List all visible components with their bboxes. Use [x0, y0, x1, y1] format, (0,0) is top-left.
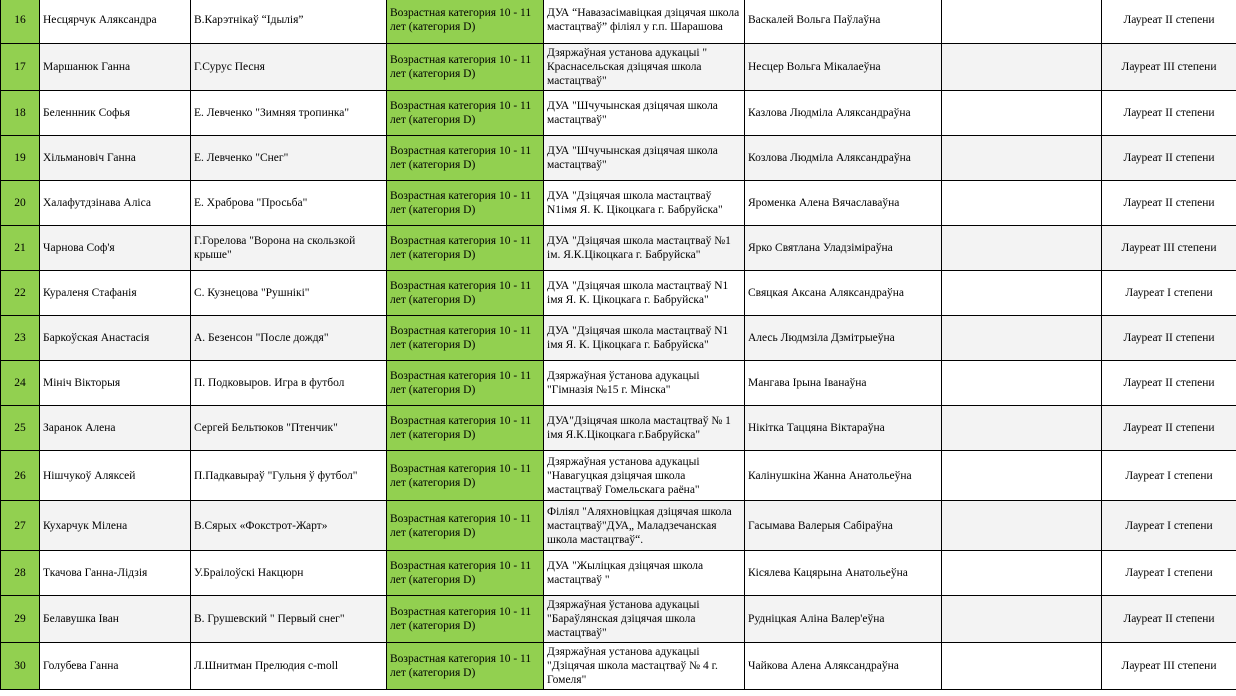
piece-title: Г.Горелова "Ворона на скользкой крыше"	[191, 226, 387, 271]
teacher-name: Гасымава Валерыя Сабіраўна	[745, 501, 942, 551]
empty-cell	[942, 551, 1102, 596]
teacher-name: Нікітка Таццяна Віктараўна	[745, 406, 942, 451]
age-category: Возрастная категория 10 - 11 лет (категория D)	[387, 181, 544, 226]
teacher-name: Свяцкая Аксана Аляксандраўна	[745, 271, 942, 316]
empty-cell	[942, 501, 1102, 551]
piece-title: Сергей Бельтюков "Птенчик"	[191, 406, 387, 451]
piece-title: П. Подковыров. Игра в футбол	[191, 361, 387, 406]
table-row	[1, 596, 1236, 643]
piece-title: В.Карэтнікаў “Ідылія”	[191, 0, 387, 44]
participant-name: Беленнник Софья	[40, 91, 191, 136]
piece-title: Е. Левченко "Снег"	[191, 136, 387, 181]
table-row	[1, 643, 1236, 690]
empty-cell	[942, 91, 1102, 136]
empty-cell	[942, 136, 1102, 181]
table-row	[1, 551, 1236, 596]
piece-title: П.Падкавыраў "Гульня ў футбол"	[191, 451, 387, 501]
award-level: Лауреат II степени	[1102, 136, 1236, 181]
table-row	[1, 181, 1236, 226]
award-level: Лауреат III степени	[1102, 643, 1236, 690]
age-category: Возрастная категория 10 - 11 лет (категория D)	[387, 361, 544, 406]
empty-cell	[942, 44, 1102, 91]
row-number: 24	[1, 361, 40, 406]
teacher-name: Яроменка Алена Вячаславаўна	[745, 181, 942, 226]
empty-cell	[942, 643, 1102, 690]
row-number: 18	[1, 91, 40, 136]
award-level: Лауреат II степени	[1102, 0, 1236, 44]
teacher-name: Рудніцкая Аліна Валер'еўна	[745, 596, 942, 643]
table-row	[1, 0, 1236, 44]
participant-name: Хільмановіч Ганна	[40, 136, 191, 181]
empty-cell	[942, 451, 1102, 501]
row-number: 29	[1, 596, 40, 643]
age-category: Возрастная категория 10 - 11 лет (категория D)	[387, 501, 544, 551]
teacher-name: Козлова Людміла Аляксандраўна	[745, 136, 942, 181]
row-number: 26	[1, 451, 40, 501]
teacher-name: Чайкова Алена Аляксандраўна	[745, 643, 942, 690]
participant-name: Халафутдзінава Аліса	[40, 181, 191, 226]
school-name: Дзяржаўная ўстанова адукацыі "Гімназія №15 г. Мінска"	[544, 361, 745, 406]
participant-name: Маршанюк Ганна	[40, 44, 191, 91]
age-category: Возрастная категория 10 - 11 лет (категория D)	[387, 551, 544, 596]
table-row	[1, 316, 1236, 361]
piece-title: В.Сярых «Фокстрот-Жарт»	[191, 501, 387, 551]
table-row	[1, 406, 1236, 451]
age-category: Возрастная категория 10 - 11 лет (категория D)	[387, 91, 544, 136]
award-level: Лауреат II степени	[1102, 91, 1236, 136]
teacher-name: Несцер Вольга Мікалаеўна	[745, 44, 942, 91]
teacher-name: Ярко Святлана Уладзіміраўна	[745, 226, 942, 271]
empty-cell	[942, 271, 1102, 316]
table-row	[1, 451, 1236, 501]
table-row	[1, 44, 1236, 91]
award-level: Лауреат II степени	[1102, 181, 1236, 226]
empty-cell	[942, 226, 1102, 271]
row-number: 28	[1, 551, 40, 596]
piece-title: Е. Левченко "Зимняя тропинка"	[191, 91, 387, 136]
table-row	[1, 361, 1236, 406]
school-name: Дзяржаўная ўстанова адукацыі "Бараўлянская дзіцячая школа мастацтваў"	[544, 596, 745, 643]
award-level: Лауреат II степени	[1102, 406, 1236, 451]
participant-name: Кураленя Стафанія	[40, 271, 191, 316]
age-category: Возрастная категория 10 - 11 лет (категория D)	[387, 643, 544, 690]
age-category: Возрастная категория 10 - 11 лет (категория D)	[387, 596, 544, 643]
row-number: 22	[1, 271, 40, 316]
row-number: 23	[1, 316, 40, 361]
row-number: 16	[1, 0, 40, 44]
participant-name: Несцярчук Аляксандра	[40, 0, 191, 44]
participant-name: Голубева Ганна	[40, 643, 191, 690]
teacher-name: Калінушкіна Жанна Анатольеўна	[745, 451, 942, 501]
teacher-name: Алесь Людмзіла Дзмітрыеўна	[745, 316, 942, 361]
empty-cell	[942, 316, 1102, 361]
table-row	[1, 501, 1236, 551]
row-number: 21	[1, 226, 40, 271]
teacher-name: Мангава Ірына Іванаўна	[745, 361, 942, 406]
participant-name: Чарнова Соф'я	[40, 226, 191, 271]
award-level: Лауреат I степени	[1102, 271, 1236, 316]
award-level: Лауреат II степени	[1102, 316, 1236, 361]
row-number: 19	[1, 136, 40, 181]
participant-name: Белавушка Іван	[40, 596, 191, 643]
empty-cell	[942, 406, 1102, 451]
school-name: ДУА "Дзіцячая школа мастацтваў №1 ім. Я.К.Цікоцкага г. Бабруйска"	[544, 226, 745, 271]
piece-title: Л.Шнитман Прелюдия c-moll	[191, 643, 387, 690]
empty-cell	[942, 596, 1102, 643]
school-name: ДУА"Дзіцячая школа мастацтваў № 1 імя Я.К.Цікоцкага г.Бабруйска"	[544, 406, 745, 451]
piece-title: А. Безенсон "После дождя"	[191, 316, 387, 361]
school-name: ДУА “Навазасімавіцкая дзіцячая школа мастацтваў” філіял у г.п. Шарашова	[544, 0, 745, 44]
row-number: 25	[1, 406, 40, 451]
award-level: Лауреат I степени	[1102, 501, 1236, 551]
age-category: Возрастная категория 10 - 11 лет (категория D)	[387, 406, 544, 451]
age-category: Возрастная категория 10 - 11 лет (категория D)	[387, 451, 544, 501]
school-name: Дзяржаўная установа адукацыі "Навагуцкая дзіцячая школа мастацтваў Гомельскага раёна"	[544, 451, 745, 501]
empty-cell	[942, 361, 1102, 406]
participant-name: Кухарчук Мілена	[40, 501, 191, 551]
school-name: ДУА "Дзіцячая школа мастацтваў N1 імя Я. К. Цікоцкага г. Бабруйска"	[544, 316, 745, 361]
piece-title: Е. Храброва "Просьба"	[191, 181, 387, 226]
teacher-name: Кісялева Кацярына Анатольеўна	[745, 551, 942, 596]
school-name: ДУА "Дзіцячая школа мастацтваў N1 імя Я. К. Цікоцкага г. Бабруйска"	[544, 271, 745, 316]
school-name: ДУА "Шчучынская дзіцячая школа мастацтваў"	[544, 91, 745, 136]
school-name: Дзяржаўная установа адукацыі "Дзіцячая школа мастацтваў № 4 г. Гомеля"	[544, 643, 745, 690]
age-category: Возрастная категория 10 - 11 лет (категория D)	[387, 44, 544, 91]
age-category: Возрастная категория 10 - 11 лет (категория D)	[387, 136, 544, 181]
school-name: ДУА "Шчучынская дзіцячая школа мастацтваў"	[544, 136, 745, 181]
award-level: Лауреат II степени	[1102, 596, 1236, 643]
school-name: ДУА "Дзіцячая школа мастацтваў N1імя Я. К. Цікоцкага г. Бабруйска"	[544, 181, 745, 226]
award-level: Лауреат II степени	[1102, 361, 1236, 406]
award-level: Лауреат III степени	[1102, 44, 1236, 91]
teacher-name: Васкалей Вольга Паўлаўна	[745, 0, 942, 44]
participant-name: Нішчукоў Аляксей	[40, 451, 191, 501]
school-name: ДУА "Жыліцкая дзіцячая школа мастацтваў "	[544, 551, 745, 596]
table-row	[1, 91, 1236, 136]
row-number: 17	[1, 44, 40, 91]
piece-title: В. Грушевский " Первый снег"	[191, 596, 387, 643]
row-number: 20	[1, 181, 40, 226]
age-category: Возрастная категория 10 - 11 лет (категория D)	[387, 0, 544, 44]
piece-title: У.Браілоўскі Накцюрн	[191, 551, 387, 596]
award-level: Лауреат I степени	[1102, 551, 1236, 596]
table-row	[1, 226, 1236, 271]
participant-name: Заранок Алена	[40, 406, 191, 451]
award-level: Лауреат I степени	[1102, 451, 1236, 501]
school-name: Дзяржаўная установа адукацыі " Краснасельская дзіцячая школа мастацтваў"	[544, 44, 745, 91]
age-category: Возрастная категория 10 - 11 лет (категория D)	[387, 271, 544, 316]
participant-name: Баркоўская Анастасія	[40, 316, 191, 361]
piece-title: Г.Сурус Песня	[191, 44, 387, 91]
award-level: Лауреат III степени	[1102, 226, 1236, 271]
participant-name: Мініч Вікторыя	[40, 361, 191, 406]
row-number: 27	[1, 501, 40, 551]
participant-name: Ткачова Ганна-Лідзія	[40, 551, 191, 596]
age-category: Возрастная категория 10 - 11 лет (категория D)	[387, 316, 544, 361]
table-row	[1, 271, 1236, 316]
teacher-name: Казлова Людміла Аляксандраўна	[745, 91, 942, 136]
school-name: Філіял "Аляхновіцкая дзіцячая школа мастацтваў"ДУА„ Маладзечанская школа мастацтваў“.	[544, 501, 745, 551]
age-category: Возрастная категория 10 - 11 лет (категория D)	[387, 226, 544, 271]
row-number: 30	[1, 643, 40, 690]
piece-title: С. Кузнецова "Рушнікі"	[191, 271, 387, 316]
table-row	[1, 136, 1236, 181]
empty-cell	[942, 181, 1102, 226]
empty-cell	[942, 0, 1102, 44]
